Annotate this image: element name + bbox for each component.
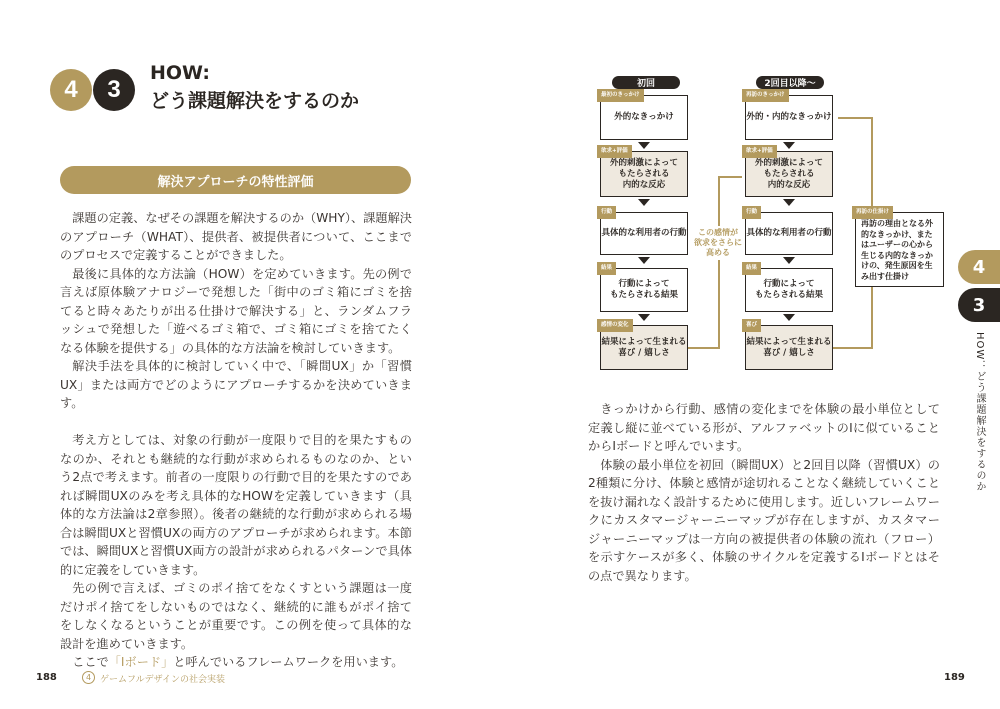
col2-step-box — [745, 322, 833, 370]
revisit-mechanism-box — [855, 209, 944, 287]
down-arrow-icon — [783, 199, 795, 206]
footer-chapter-icon: 4 — [82, 671, 95, 684]
col2-step-box — [745, 148, 833, 197]
box-text: 再訪の理由となる外的なきっかけ、またはユーザーの心から生じる内的なきっかけの、発生原因を生み出す仕掛け — [861, 219, 933, 281]
box-tag: 欲求+評価 — [742, 145, 777, 158]
loop-connector — [833, 347, 873, 349]
subheading-banner: 解決アプローチの特性評価 — [60, 166, 411, 194]
box-text: 行動によって もたらされる結果 — [609, 279, 678, 300]
box-tag: 結果 — [742, 262, 761, 275]
box-text: 結果によって生まれる 喜び / 嬉しさ — [601, 336, 687, 358]
col1-step-box — [600, 322, 688, 370]
col1-step-box — [600, 209, 688, 255]
loop-connector — [718, 176, 742, 178]
text: と呼んでいるフレームワークを用います。 — [173, 655, 404, 669]
paragraph: 体験の最小単位を初回（瞬間UX）と2回目以降（習慣UX）の2種類に分け、体験と感情が途切れることなく継続していくことを抜け漏れなく設計するために使用します。近しいフレームワークにカスタマージャーニーマップが存在しますが、カスタマージャーニーマップは一方向の被提供者の体験の流れ（フロー）を示すケースが多く、体験のサイクルを定義するIボードとはその点で異なります。 — [588, 457, 940, 583]
box-tag: 再訪の仕掛け — [852, 206, 893, 219]
box-text: 行動によって もたらされる結果 — [754, 279, 823, 300]
col2-step-box — [745, 209, 833, 255]
box-text: 結果によって生まれる 喜び / 嬉しさ — [746, 336, 832, 358]
col1-header: 初回 — [612, 76, 680, 89]
down-arrow-icon — [783, 257, 795, 264]
box-tag: 欲求+評価 — [597, 145, 632, 158]
down-arrow-icon — [783, 142, 795, 149]
loop-connector — [718, 176, 720, 349]
right-body-text — [588, 400, 940, 585]
box-tag: 喜び — [742, 319, 761, 332]
box-text: 外的刺激によって もたらされる 内的な反応 — [754, 157, 823, 190]
chapter-number-badge: 4 — [50, 69, 92, 111]
box-tag: 行動 — [597, 206, 616, 219]
paragraph: 先の例で言えば、ゴミのポイ捨てをなくすという課題は一度だけポイ捨てをしないものではなく、継続的に誰もがポイ捨てをしなくなるということが重要です。この例を使って具体的な設計を進めていきます。 — [60, 581, 412, 651]
side-tab-section[interactable]: 3 — [958, 288, 1000, 322]
box-text: 外的刺激によって もたらされる 内的な反応 — [609, 157, 678, 190]
box-tag: 結果 — [597, 262, 616, 275]
box-tag: 再訪のきっかけ — [742, 89, 789, 102]
down-arrow-icon — [638, 199, 650, 206]
box-text: 外的・内的なきっかけ — [746, 112, 832, 122]
paragraph — [60, 653, 412, 672]
box-text: 外的なきっかけ — [614, 112, 674, 122]
section-number-badge: 3 — [93, 69, 135, 111]
col2-header: 2回目以降〜 — [756, 76, 824, 89]
box-text: 具体的な利用者の行動 — [601, 228, 687, 238]
page-number-left: 188 — [36, 672, 57, 683]
down-arrow-icon — [638, 142, 650, 149]
col1-step-box — [600, 92, 688, 140]
left-body-text — [60, 209, 412, 672]
box-text: 具体的な利用者の行動 — [746, 228, 832, 238]
box-tag: 行動 — [742, 206, 761, 219]
middle-note: この感情が 欲求をさらに 高める — [692, 226, 744, 260]
paragraph: 課題の定義、なぜその課題を解決するのか（WHY）、課題解決のアプローチ（WHAT）、提供者、被提供者について、ここまでのプロセスで定義することができました。 — [60, 211, 412, 262]
box-tag: 感情の変化 — [597, 319, 633, 332]
footer-chapter-title: ゲームフルデザインの社会実装 — [100, 675, 226, 685]
col2-step-box — [745, 92, 833, 140]
side-tab-chapter[interactable]: 4 — [958, 250, 1000, 284]
section-title-line1: HOW: — [150, 62, 211, 84]
paragraph: 考え方としては、対象の行動が一度限りで目的を果たすものなのか、それとも継続的な行動が求められるものなのか、という2点で考えます。前者の一度限りの行動で目的を果たすのであれば瞬間UXのみを考え具体的なHOWを定義していきます（具体的な方法論は2章参照）。後者の継続的な行動が求められる場合は瞬間UXと習慣UXの両方のアプローチが求められます。本節では、瞬間UXと習慣UX両方の設計が求められるパターンで具体的に定義をしていきます。 — [60, 433, 412, 577]
down-arrow-icon — [638, 314, 650, 321]
page-number-right: 189 — [944, 672, 965, 683]
col1-step-box — [600, 265, 688, 312]
text: ここで — [72, 655, 109, 669]
loop-connector — [838, 117, 873, 119]
iboard-link-text: 「Iボード」 — [108, 655, 174, 669]
loop-connector — [688, 347, 720, 349]
box-tag: 最初のきっかけ — [597, 89, 644, 102]
paragraph: 最後に具体的な方法論（HOW）を定めていきます。先の例で言えば原体験アナロジーで発想した「街中のゴミ箱にゴミを捨てると時々あたりが出る仕掛けで解決する」と、ランダムフラッシュで発想した「遊べるゴミ箱で、ゴミ箱にゴミを捨てたくなる体験を提供する」の具体的な方法論を検討していきます。 — [60, 266, 412, 355]
section-title-line2: どう課題解決をするのか — [150, 90, 360, 112]
col1-step-box — [600, 148, 688, 197]
down-arrow-icon — [638, 257, 650, 264]
paragraph: 解決手法を具体的に検討していく中で、「瞬間UX」か「習慣UX」または両方でどのようにアプローチするかを決めていきます。 — [60, 359, 412, 410]
down-arrow-icon — [783, 314, 795, 321]
side-tab-title: HOW：どう課題解決をするのか — [974, 332, 985, 493]
col2-step-box — [745, 265, 833, 312]
paragraph: きっかけから行動、感情の変化までを体験の最小単位として定義し縦に並べている形が、アルファベットのIに似ていることからIボードと呼んでいます。 — [588, 402, 940, 453]
